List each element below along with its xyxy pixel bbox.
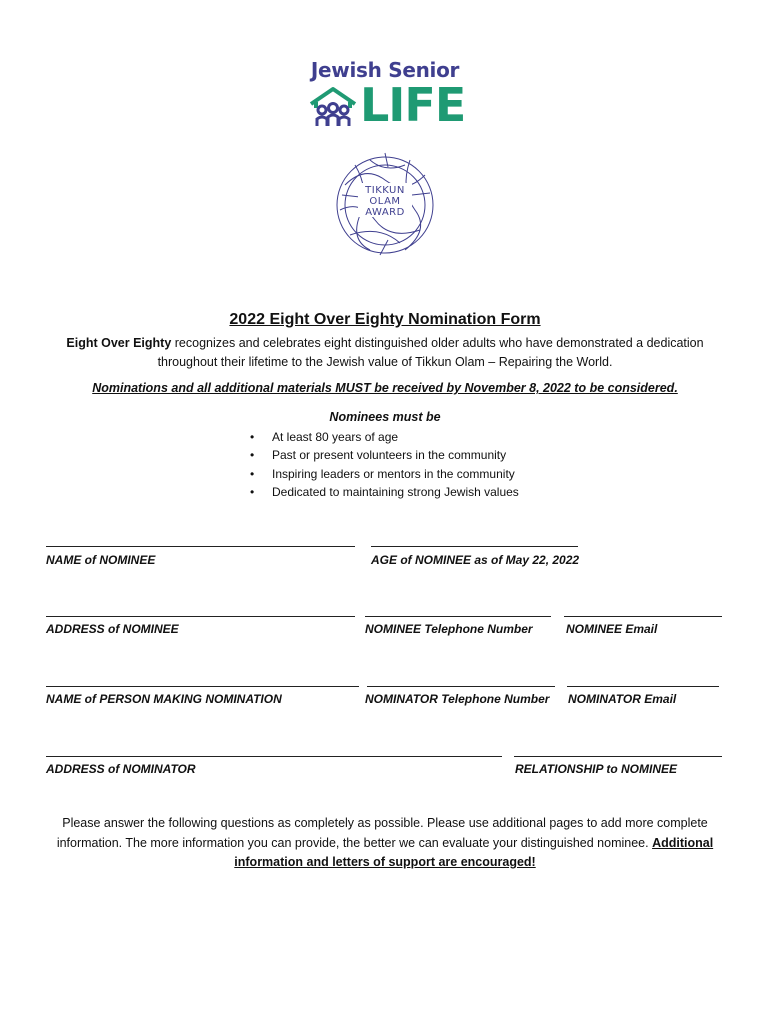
tikkun-olam-award-seal — [330, 145, 440, 270]
intro-paragraph — [60, 334, 710, 372]
house-logo-icon — [308, 86, 358, 133]
nominator-name-label: NAME of PERSON MAKING NOMINATION — [46, 692, 282, 706]
criteria-item: • At least 80 years of age — [250, 428, 519, 446]
seal-line1: TIKKUN — [365, 185, 405, 196]
nominator-address-label: ADDRESS of NOMINATOR — [46, 762, 196, 776]
closing-text: Please answer the following questions as completely as possible. Please use additional pages to add more complete information. The more information you can provide, the better we can evaluate your distinguished nominee. — [56, 816, 708, 850]
nominee-name-label: NAME of NOMINEE — [46, 553, 156, 567]
seal-line2: OLAM — [369, 196, 401, 207]
nominator-phone-label: NOMINATOR Telephone Number — [365, 692, 550, 706]
page-title: 2022 Eight Over Eighty Nomination Form — [229, 311, 541, 328]
nominee-email-line[interactable] — [564, 616, 722, 617]
logo-name-line1: Jewish Senior — [310, 58, 460, 82]
closing-paragraph — [50, 814, 720, 873]
relationship-line[interactable] — [514, 756, 722, 757]
criteria-item: • Inspiring leaders or mentors in the community — [250, 465, 519, 483]
nominee-address-label: ADDRESS of NOMINEE — [46, 622, 179, 636]
nominee-name-line[interactable] — [46, 546, 355, 547]
logo-name-line2: LIFE — [360, 78, 466, 132]
criteria-item: • Past or present volunteers in the community — [250, 446, 519, 464]
intro-lead: Eight Over Eighty — [66, 336, 172, 350]
seal-line3: AWARD — [365, 207, 405, 218]
criteria-list — [250, 428, 519, 501]
nominator-name-line[interactable] — [46, 686, 359, 687]
nominee-email-label: NOMINEE Email — [566, 622, 658, 636]
nominator-address-line[interactable] — [46, 756, 502, 757]
nominee-age-label: AGE of NOMINEE as of May 22, 2022 — [371, 553, 580, 567]
criteria-heading: Nominees must be — [329, 410, 441, 424]
nominator-email-line[interactable] — [567, 686, 719, 687]
criteria-item: • Dedicated to maintaining strong Jewish values — [250, 483, 519, 501]
nominator-phone-line[interactable] — [367, 686, 555, 687]
intro-text: recognizes and celebrates eight distinguished older adults who have demonstrated a dedication throughout their lifetime to the Jewish value of Tikkun Olam – Repairing the World. — [157, 336, 704, 369]
closing-emphasis: Additional information and letters of support are encouraged! — [234, 835, 714, 869]
relationship-label: RELATIONSHIP to NOMINEE — [515, 762, 677, 776]
nominator-email-label: NOMINATOR Email — [568, 692, 677, 706]
nominee-age-line[interactable] — [371, 546, 578, 547]
deadline-notice: Nominations and all additional materials MUST be received by November 8, 2022 to be considered. — [92, 381, 678, 395]
nominee-phone-label: NOMINEE Telephone Number — [365, 622, 533, 636]
nominee-address-line[interactable] — [46, 616, 355, 617]
nominee-phone-line[interactable] — [365, 616, 551, 617]
